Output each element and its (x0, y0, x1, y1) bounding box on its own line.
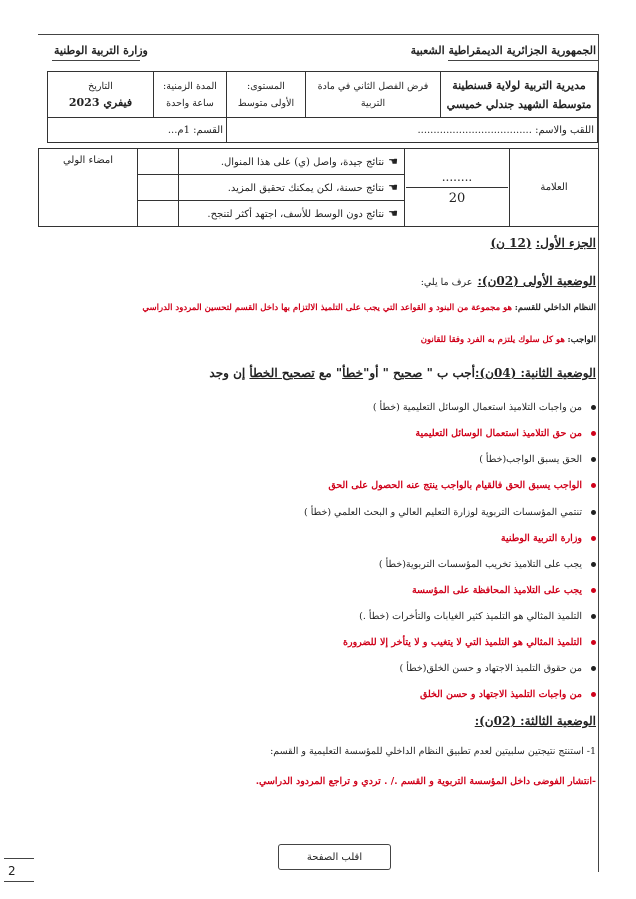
remark-fair-text: نتائج حسنة، لكن يمكنك تحقيق المزيد. (227, 183, 385, 194)
page-number: 2 (8, 864, 16, 878)
bullet-dot-icon (591, 405, 596, 410)
date-label: التاريخ (88, 80, 113, 92)
ministry-header: وزارة التربية الوطنية (54, 44, 148, 57)
situation2-instr-a: أجب ب " (426, 366, 476, 380)
pointing-hand-icon: ☚ (388, 155, 398, 168)
bullet-dot-icon (591, 640, 596, 645)
class-field[interactable]: القسم: 1م... (48, 118, 227, 143)
statement-text: من واجبات التلاميذ استعمال الوسائل التعليمية (خطأ ) (372, 402, 582, 413)
turn-page-button[interactable]: اقلب الصفحة (278, 844, 391, 870)
part1-heading (490, 236, 596, 250)
correction-item (501, 533, 596, 544)
situation2-heading (209, 366, 596, 380)
school-cell (441, 72, 598, 118)
statement-text: تنتمي المؤسسات التربوية لوزارة التعليم العالي و البحث العلمي (خطأ ) (304, 507, 582, 518)
true-word: صحيح (393, 366, 423, 380)
remark-good (179, 149, 405, 175)
part1-title: الجزء الأول: (535, 236, 596, 250)
statement-text: يجب على التلاميذ تخريب المؤسسات التربوية(خطأ ) (378, 559, 582, 570)
pointing-hand-icon: ☚ (388, 181, 398, 194)
republic-header: الجمهورية الجزائرية الديمقراطية الشعبية (410, 44, 596, 57)
statement-text: التلميذ المثالي هو التلميذ التي لا يتغيب و لا يتأخر إلا للضرورة (343, 637, 582, 648)
bullet-dot-icon (591, 562, 596, 567)
grade-table (38, 148, 599, 227)
date-value: فيفري 2023 (68, 95, 133, 109)
situation2-instr-c: " مع (318, 366, 343, 380)
bullet-dot-icon (591, 536, 596, 541)
correction-item (328, 480, 596, 491)
exam-subject: التربية (360, 97, 386, 109)
bullet-dot-icon (591, 588, 596, 593)
republic-underline (448, 60, 598, 61)
statement-item (379, 559, 596, 570)
definition-rules-text: هو مجموعة من البنود و القواعد التي يجب على التلميذ الالتزام بها داخل القسم لتحسين المردود الدراسي (142, 303, 513, 313)
grade-blank[interactable]: ........ (406, 170, 508, 188)
correction-item (420, 689, 596, 700)
statement-text: الحق يسبق الواجب(خطأ ) (479, 454, 582, 465)
grade-fraction (405, 149, 510, 227)
grade-total: 20 (448, 190, 466, 206)
definition-rules (142, 303, 596, 313)
remark-fair (179, 175, 405, 201)
school-name: متوسطة الشهيد جندلي خميسي (446, 97, 592, 111)
statement-item (304, 507, 596, 518)
pointing-hand-icon: ☚ (388, 207, 398, 220)
page-number-bottom-line (4, 881, 34, 882)
situation3-title: الوضعية الثالثة: (02ن): (474, 714, 596, 728)
definition-duty (421, 335, 596, 345)
remark-poor-text: نتائج دون الوسط للأسف، اجتهد أكثر لتنجح. (207, 209, 385, 220)
situation2-title: الوضعية الثانية: (04ن): (475, 366, 596, 380)
statement-text: من حقوق التلميذ الاجتهاد و حسن الخلق(خطأ ) (399, 663, 582, 674)
bullet-dot-icon (591, 457, 596, 462)
statement-item (400, 663, 596, 674)
bullet-dot-icon (591, 483, 596, 488)
situation3-heading (475, 714, 596, 728)
bullet-dot-icon (591, 510, 596, 515)
situation3-question: 1- استنتج نتيجتين سلبيتين لعدم تطبيق النظام الداخلي للمؤسسة التعليمية و القسم: (270, 746, 596, 757)
remark-good-text: نتائج جيدة، واصل (ي) على هذا المنوال. (220, 157, 385, 168)
duration-cell (154, 72, 227, 118)
false-word: خطأ (342, 366, 364, 380)
correction-item (415, 428, 596, 439)
definition-rules-term: النظام الداخلي للقسم: (514, 303, 596, 313)
exam-title: فرض الفصل الثاني في مادة (317, 80, 429, 92)
bullet-dot-icon (591, 614, 596, 619)
school-directorate: مديرية التربية لولاية قسنطينة (452, 78, 586, 92)
remark-good-check[interactable] (138, 149, 179, 175)
situation2-instr-d: إن وجد (209, 366, 246, 380)
exam-cell (306, 72, 441, 118)
remark-poor (179, 201, 405, 227)
name-field[interactable]: اللقب والاسم: .................................... (227, 118, 598, 143)
level-label: المستوى: (247, 80, 285, 92)
definition-duty-text: هو كل سلوك يلتزم به الفرد وفقا للقانون (420, 335, 565, 345)
bullet-dot-icon (591, 666, 596, 671)
remark-fair-check[interactable] (138, 175, 179, 201)
statement-text: التلميذ المثالي هو التلميذ كثير الغيابات والتأخرات (خطأ .) (359, 611, 582, 622)
level-value: الأولى متوسط (237, 97, 295, 109)
statement-text: يجب على التلاميذ المحافظة على المؤسسة (411, 585, 582, 596)
date-cell (48, 72, 154, 118)
page-number-top-line (4, 858, 34, 859)
statement-text: من واجبات التلميذ الاجتهاد و حسن الخلق (419, 689, 582, 700)
situation2-instr-b: " أو" (363, 366, 389, 380)
part1-score: (12 ن) (490, 236, 532, 250)
situation1-heading (421, 270, 596, 289)
remark-poor-check[interactable] (138, 201, 179, 227)
statement-item (479, 454, 596, 465)
bullet-dot-icon (591, 692, 596, 697)
exam-info-table (47, 71, 598, 143)
level-cell (227, 72, 306, 118)
duration-value: ساعة واحدة (166, 97, 214, 109)
duration-label: المدة الزمنية: (163, 80, 217, 92)
statement-text: وزارة التربية الوطنية (500, 533, 582, 544)
statement-item (359, 611, 596, 622)
statement-text: الواجب يسبق الحق فالقيام بالواجب ينتج عنه الحصول على الحق (328, 480, 582, 491)
grade-label: العلامة (510, 149, 599, 227)
bullet-dot-icon (591, 431, 596, 436)
ministry-underline (52, 60, 140, 61)
definition-duty-term: الواجب: (567, 335, 596, 345)
correction-item (343, 637, 596, 648)
correction-item (412, 585, 596, 596)
statement-text: من حق التلاميذ استعمال الوسائل التعليمية (415, 428, 582, 439)
correct-word: تصحيح الخطأ (249, 366, 315, 380)
situation1-instruction: عرف ما يلي: (420, 277, 473, 288)
guardian-signature: امضاء الولي (39, 149, 138, 227)
situation1-title: الوضعية الأولى (02ن): (477, 274, 596, 288)
statement-item (373, 402, 596, 413)
situation3-answer: -انتشار الفوضى داخل المؤسسة التربوية و القسم ./ . تردي و تراجع المردود الدراسي. (255, 776, 596, 787)
